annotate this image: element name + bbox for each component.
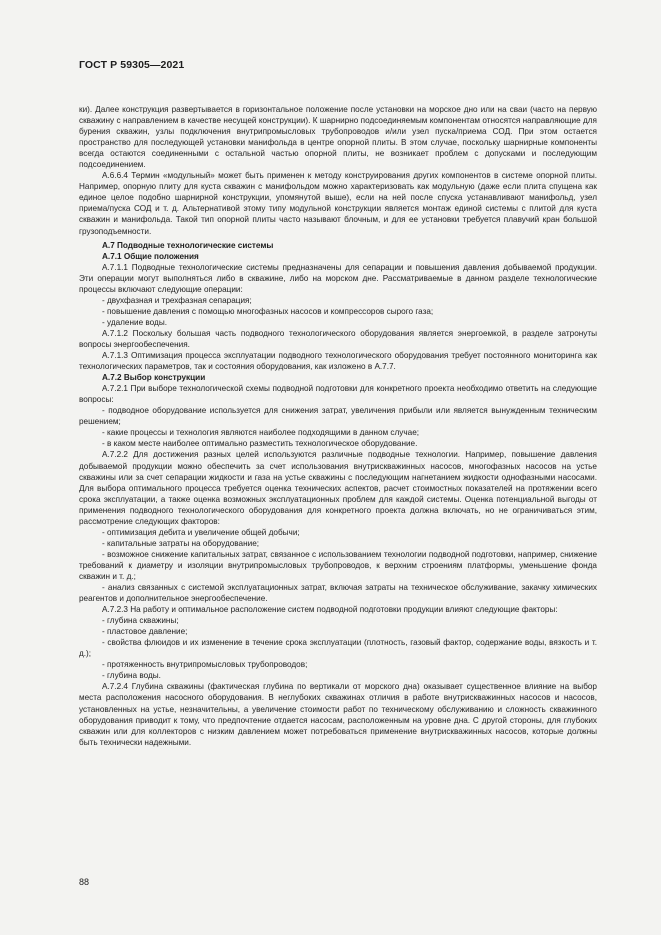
section-heading-a7: А.7 Подводные технологические системы [102, 240, 274, 250]
list-item: - пластовое давление; [102, 627, 188, 637]
list-item: - какие процессы и технология являются наиболее подходящими в данном случае; [102, 428, 420, 438]
paragraph-a7-2-1: А.7.2.1 При выборе технологической схемы подводной подготовки для конкретного проекта необходимо ответить на следующие вопросы: [79, 384, 597, 405]
list-item: - протяженность внутрипромысловых трубопроводов; [102, 660, 308, 670]
list-item: - в каком месте наиболее оптимально разместить технологическое оборудование. [102, 439, 418, 449]
list-item: - возможное снижение капитальных затрат, связанное с использованием технологии подводной подготовки, например, снижение требований к диаметру и изоляции внутрипромысловых трубопроводов, к верхним строениям платформы, уменьшение фонда скважин и т. д.; [79, 549, 597, 581]
paragraph-a6-6-4: А.6.6.4 Термин «модульный» может быть применен к методу конструирования других компонентов в системе опорной плиты. Например, опорную плиту для куста скважин с манифольдом можно характеризовать как модульную (даже если плита спущена как единое целое подобно шарнирной конструкции, упомянутой выше), если на ней после спуска устанавливают манифольд, узел приема/пуска СОД и т. д. Альтернативой этому типу модульной конструкции является монтаж единой системы с плитой для куста скважин и манифольда. Такой тип опорной плиты часто называют блочным, и для ее установки требуется плавучий кран большой грузоподъемности. [79, 171, 597, 236]
subsection-heading-a7-2: А.7.2 Выбор конструкции [102, 373, 206, 383]
list-item: - капитальные затраты на оборудование; [102, 538, 260, 548]
paragraph-a7-1-1: А.7.1.1 Подводные технологические системы предназначены для сепарации и повышения давления добываемой продукции. Эти операции могут выполняться либо в скважине, либо на морском дне. Рассматриваемые в данном разделе технологические процессы включают следующие операции: [79, 262, 597, 294]
paragraph-a7-2-3: А.7.2.3 На работу и оптимальное расположение систем подводной подготовки продукции влияют следующие факторы: [102, 605, 558, 615]
paragraph-a7-1-2: А.7.1.2 Поскольку большая часть подводного технологического оборудования является энергоемкой, в разделе затронуты вопросы энергообеспечения. [79, 328, 597, 349]
page-body [79, 104, 597, 748]
list-item: - повышение давления с помощью многофазных насосов и компрессоров сырого газа; [102, 306, 434, 316]
list-item: - двухфазная и трехфазная сепарация; [102, 295, 252, 305]
subsection-heading-a7-1: А.7.1 Общие положения [102, 251, 199, 261]
list-item: - глубина воды. [102, 671, 161, 681]
paragraph-a7-1-3: А.7.1.3 Оптимизация процесса эксплуатации подводного технологического оборудования требует постоянного мониторинга как технологических параметров, так и состояния оборудования, как изложено в А.7.7. [79, 351, 597, 372]
page-number: 88 [79, 877, 90, 887]
list-item: - свойства флюидов и их изменение в течение срока эксплуатации (плотность, газовый фактор, содержание воды, вязкость и т. д.); [79, 638, 597, 659]
list-item: - анализ связанных с системой эксплуатационных затрат, включая затраты на техническое обслуживание, закачку химических реагентов и дополнительное энергообеспечение. [79, 583, 597, 604]
list-item: - глубина скважины; [102, 616, 179, 626]
paragraph-a7-2-2: А.7.2.2 Для достижения разных целей используются различные подводные технологии. Например, повышение давления добываемой продукции можно обеспечить за счет использования внутрискважинных насосов, многофазных насосов на устье скважины или за счет сепарации жидкости и газа на устье скважины с последующим нагнетанием жидкости однофазными насосами. Для выбора оптимального процесса требуется оценка технических аспектов, расчет стоимостных показателей на протяжении всего срока эксплуатации, а также оценка возможных эксплуатационных проблем для каждой системы. Оценка потенциальной выгоды от применения подводного технологического оборудования для конкретного проекта должна включать, но не ограничиваться этим, рассмотрение следующих факторов: [79, 450, 597, 526]
paragraph-a7-2-4: А.7.2.4 Глубина скважины (фактическая глубина по вертикали от морского дна) оказывает существенное влияние на выбор места расположения насосного оборудования. В неглубоких скважинах отличия в работе внутрискважинных насосов и насосов, установленных на устье, незначительны, а увеличение стоимости работ по техническому обслуживанию и сложность скважинного оборудования приводит к тому, что предпочтение отдается насосам, расположенным на уровне дна. С другой стороны, для глубоких скважин или для коллекторов с низким давлением может потребоваться применение внутрискважинных насосов, которые должны быть технически надежными. [79, 682, 597, 747]
document-header: ГОСТ Р 59305—2021 [79, 59, 185, 71]
list-item: - подводное оборудование используется для снижения затрат, увеличения прибыли или является вынужденным техническим решением; [79, 406, 597, 427]
paragraph-continuation: ки). Далее конструкция развертывается в горизонтальное положение после установки на морское дно или на сваи (часто на первую скважину с направлением в качестве несущей конструкции). К шарнирно подсоединяемым компонентам относятся направляющие для бурения скважин, узлы подключения внутрипромысловых трубопроводов и/или узел пуска/приема СОД. При этом остается пространство для последующей установки манифольда в центре опорной плиты. В этом случае, поскольку шарнирные компоненты всегда остаются соединенными с остальной частью опорной плиты, не возникает проблем с допусками и последующим подсоединением. [79, 105, 597, 170]
list-item: - удаление воды. [102, 317, 167, 327]
list-item: - оптимизация дебита и увеличение общей добычи; [102, 527, 300, 537]
